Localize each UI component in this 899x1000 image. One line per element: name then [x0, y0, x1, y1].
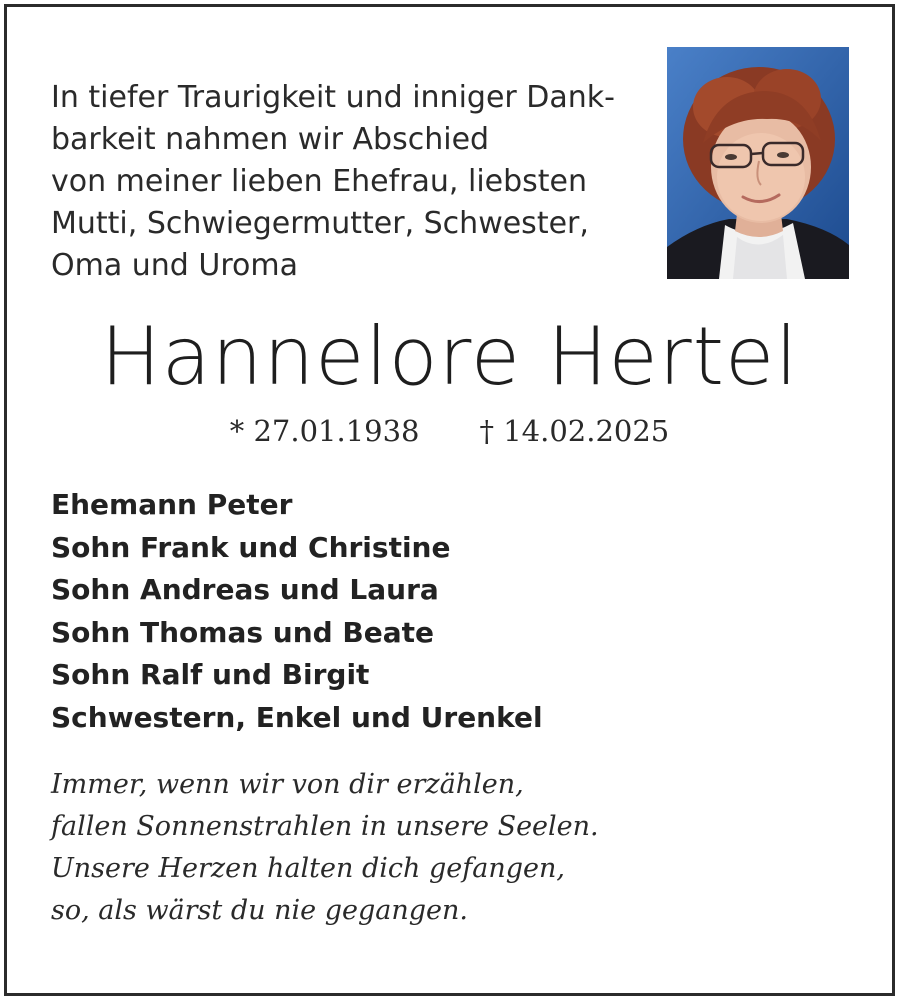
- intro-text: [51, 77, 651, 287]
- family-member-line: Sohn Frank und Christine: [51, 530, 451, 564]
- poem-line: so, als wärst du nie gegangen.: [51, 895, 468, 926]
- intro-line: Oma und Uroma: [51, 248, 298, 283]
- portrait-photo: [667, 47, 849, 279]
- poem-line: Immer, wenn wir von dir erzählen,: [51, 769, 524, 800]
- life-dates: [0, 414, 899, 448]
- poem-line: Unsere Herzen halten dich gefangen,: [51, 853, 565, 884]
- family-member-line: Sohn Ralf und Birgit: [51, 658, 370, 691]
- family-list: [51, 484, 543, 739]
- intro-line: In tiefer Traurigkeit und inniger Dank-: [51, 80, 615, 115]
- family-member-line: Sohn Thomas und Beate: [51, 615, 435, 649]
- intro-line: Mutti, Schwiegermutter, Schwester,: [51, 206, 589, 241]
- death-date: † 14.02.2025: [479, 414, 670, 448]
- poem-line: fallen Sonnenstrahlen in unsere Seelen.: [51, 811, 599, 842]
- intro-line: von meiner lieben Ehefrau, liebsten: [51, 164, 588, 199]
- family-member-line: Schwestern, Enkel und Urenkel: [51, 700, 543, 734]
- intro-line: barkeit nahmen wir Abschied: [51, 122, 490, 157]
- deceased-name: Hannelore Hertel: [100, 310, 799, 403]
- family-member-line: Sohn Andreas und Laura: [51, 573, 439, 606]
- birth-date: * 27.01.1938: [229, 414, 420, 448]
- memorial-poem: [51, 764, 599, 932]
- family-member-line: Ehemann Peter: [51, 488, 293, 521]
